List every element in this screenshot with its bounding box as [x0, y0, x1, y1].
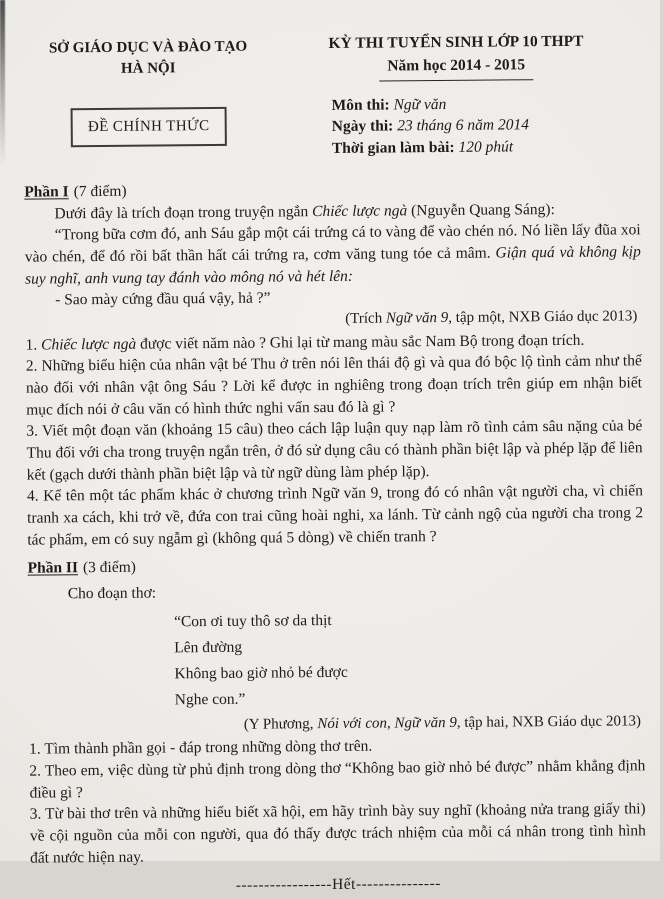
part1-dialogue-line: - Sao mày cứng đầu quá vậy, hả ?”: [55, 289, 271, 309]
department-name: SỞ GIÁO DỤC VÀ ĐÀO TẠO: [48, 38, 248, 57]
part1-question-2: 2. Những biểu hiện của nhân vật bé Thu ở trên nói lên thái độ gì và qua đó bộc lộ tình cảm như thế nào đối với nhân vật ông Sáu ? Lời kể được in nghiêng trong đoạn trích trên giúp em nhận biết mục đích nói ở câu văn có hình thức nghi vấn sau đó là gì ?: [25, 352, 643, 419]
exam-title-block: [273, 31, 640, 159]
part2-intro: Cho đoạn thơ:: [67, 584, 157, 603]
part1-question-4: 4. Kể tên một tác phẩm khác ở chương trình Ngữ văn 9, trong đó có nhân vật người cha, vì chiến tranh xa cách, khi trở về, đứa con trai cũng hoài nghi, xa lánh. Từ cảnh ngộ của người cha trong 2 tác phẩm, em có suy ngẫm gì (không quá 5 dòng) về chiến tranh ?: [26, 482, 644, 549]
part1-question-1: 1. Chiếc lược ngà được viết năm nào ? Ghi lại từ mang màu sắc Nam Bộ trong đoạn trích.: [25, 331, 585, 354]
part2-citation: (Y Phương, Nói với con, Ngữ văn 9, tập hai, NXB Giáo dục 2013): [243, 713, 641, 733]
issuing-authority-block: [23, 34, 274, 161]
part2-question-1: 1. Tìm thành phần gọi - đáp trong những dòng thơ trên.: [29, 737, 373, 758]
official-exam-stamp-box: ĐỀ CHÍNH THỨC: [71, 106, 227, 146]
part1-intro: Dưới đây là trích đoạn trong truyện ngắn Chiếc lược ngà (Nguyễn Quang Sáng):: [54, 200, 555, 223]
poem-line-2: Lên đường: [174, 638, 243, 657]
exam-title: KỲ THI TUYỂN SINH LỚP 10 THPT: [328, 32, 584, 52]
poem-line-4: Nghe con.”: [174, 690, 246, 709]
part2-question-3: 3. Từ bài thơ trên và những hiểu biết xã hội, em hãy trình bày suy nghĩ (khoảng nửa trang giấy thi) về cội nguồn của mỗi con người, qua đó thấy được trách nhiệm của mỗi cá nhân trong tình hình đất nước hiện nay.: [29, 800, 646, 867]
part1-heading: Phần I (7 điểm): [24, 182, 127, 201]
duration-line: Thời gian làm bài: 120 phút: [331, 137, 514, 157]
part1-passage: “Trong bữa cơm đó, anh Sáu gắp một cái trứng cá to vàng để vào chén nó. Nó liền lấy đũa xoi vào chén, để đó rồi bất thần hất cái trứng ra, cơm văng tung tóe cả mâm. Giận quá và không kịp suy nghĩ, anh vung tay đánh vào mông nó và hét lên:: [24, 221, 641, 288]
school-year: Năm học 2014 - 2015: [379, 55, 533, 81]
part1-citation: (Trích Ngữ văn 9, tập một, NXB Giáo dục 2013): [345, 308, 638, 327]
part2-heading: Phần II (3 điểm): [27, 559, 136, 578]
poem-line-3: Không bao giờ nhỏ bé được: [174, 663, 348, 683]
part1-question-3: 3. Viết một đoạn văn (khoảng 15 câu) theo cách lập luận quy nạp làm rõ tình cảm sâu nặng của bé Thu đối với cha trong truyện ngắn trên, ở đó sử dụng câu có thành phần biệt lập và phép lặp để liên kết (gạch dưới thành phần biệt lập và từ ngữ dùng làm phép lặp).: [26, 417, 643, 484]
part2-question-2: 2. Theo em, việc dùng từ phủ định trong dòng thơ “Không bao giờ nhỏ bé được” nhằm khẳng định điều gì ?: [29, 757, 646, 802]
end-of-exam-marker: -----------------Hết---------------: [235, 875, 441, 895]
exam-header: [23, 31, 640, 161]
poem-block: [174, 605, 645, 713]
exam-meta: [273, 92, 640, 159]
subject-line: Môn thi: Ngữ văn: [331, 95, 447, 114]
date-line: Ngày thi: 23 tháng 6 năm 2014: [331, 116, 529, 136]
city-name: HÀ NỘI: [120, 60, 176, 78]
poem-line-1: “Con ơi tuy thô sơ da thịt: [173, 611, 332, 631]
